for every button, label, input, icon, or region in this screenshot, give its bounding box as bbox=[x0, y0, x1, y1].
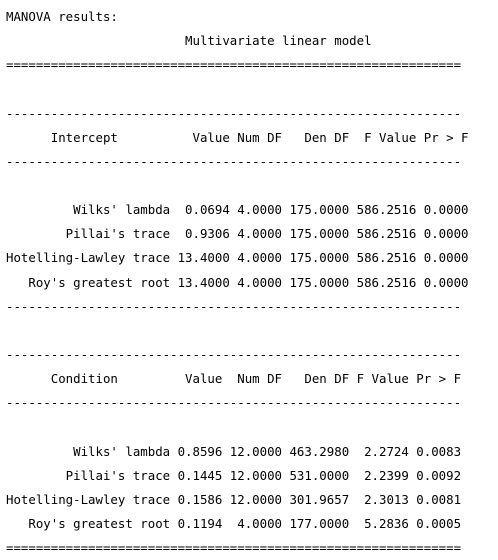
table-row: Hotelling-Lawley trace 0.1586 12.0000 301.9657 2.3013 0.0081 bbox=[6, 491, 462, 507]
blank-line bbox=[6, 174, 498, 198]
table-row: Hotelling-Lawley trace 13.4000 4.0000 175.0000 586.2516 0.0000 bbox=[6, 250, 469, 266]
blank-line bbox=[6, 415, 498, 439]
table-row: Roy's greatest root 13.4000 4.0000 175.0000 586.2516 0.0000 bbox=[6, 274, 469, 290]
blank-line bbox=[6, 77, 498, 101]
table-header-condition: Condition Value Num DF Den DF F Value Pr > F bbox=[6, 371, 462, 387]
output-heading: MANOVA results: bbox=[6, 9, 118, 24]
rule-double-top: ============================================================= bbox=[6, 57, 462, 73]
table-row: Wilks' lambda 0.8596 12.0000 463.2980 2.2724 0.0083 bbox=[6, 443, 462, 459]
rule-single: ------------------------------------------------------------- bbox=[6, 298, 462, 314]
table-row: Pillai's trace 0.1445 12.0000 531.0000 2.2399 0.0092 bbox=[6, 467, 462, 483]
rule-single: ------------------------------------------------------------- bbox=[6, 105, 462, 121]
table-row: Wilks' lambda 0.0694 4.0000 175.0000 586.2516 0.0000 bbox=[6, 202, 469, 218]
rule-single: ------------------------------------------------------------- bbox=[6, 153, 462, 169]
table-header-intercept: Intercept Value Num DF Den DF F Value Pr > F bbox=[6, 129, 469, 145]
rule-single: ------------------------------------------------------------- bbox=[6, 395, 462, 411]
model-title: Multivariate linear model bbox=[6, 33, 372, 49]
rule-single: ------------------------------------------------------------- bbox=[6, 346, 462, 362]
blank-line bbox=[6, 319, 498, 343]
table-row: Roy's greatest root 0.1194 4.0000 177.0000 5.2836 0.0005 bbox=[6, 515, 462, 531]
rule-double-bottom: ============================================================= bbox=[6, 540, 462, 556]
table-row: Pillai's trace 0.9306 4.0000 175.0000 586.2516 0.0000 bbox=[6, 226, 469, 242]
